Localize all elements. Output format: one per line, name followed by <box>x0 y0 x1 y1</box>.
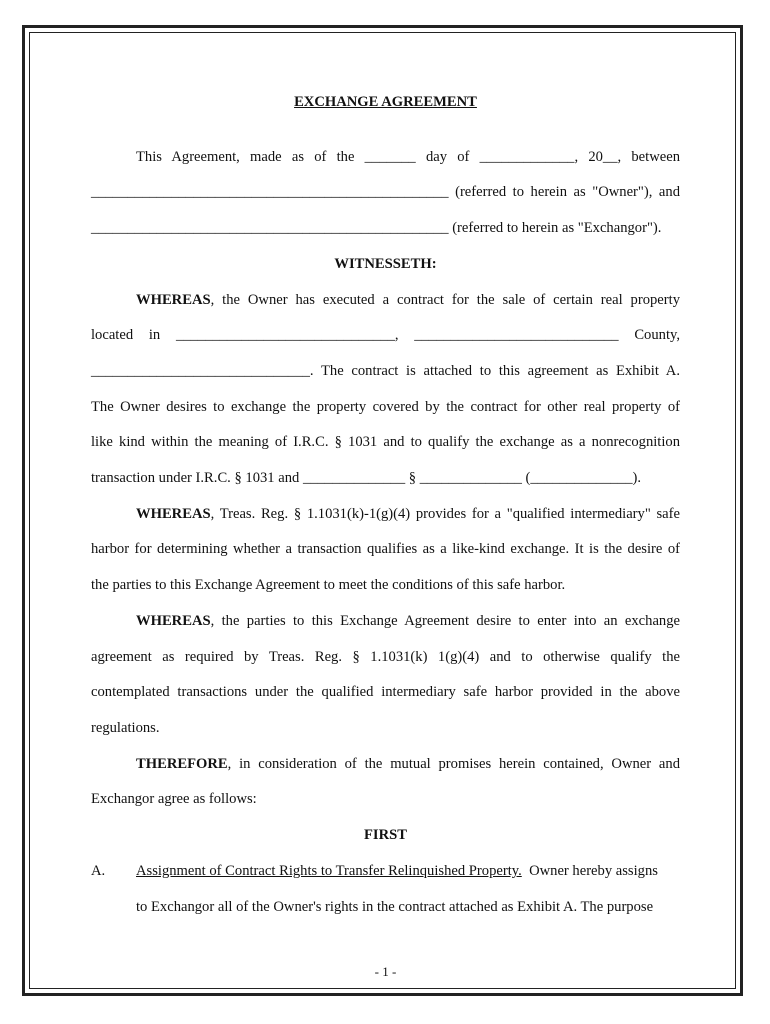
whereas2-line-1-text: , Treas. Reg. § 1.1031(k)-1(g)(4) provides for a "qualified intermediary" safe <box>210 506 680 522</box>
intro-line-3: _________________________________________________ (referred to herein as "Exchangor"). <box>91 220 662 236</box>
therefore-line-2: Exchangor agree as follows: <box>91 791 257 807</box>
whereas3-line-2: agreement as required by Treas. Reg. § 1.1031(k) 1(g)(4) and to otherwise qualify the <box>91 649 680 665</box>
section-first-heading: FIRST <box>364 827 407 843</box>
whereas3-line-3: contemplated transactions under the qualified intermediary safe harbor provided in the above <box>91 684 680 700</box>
whereas1-line-1-text: , the Owner has executed a contract for the sale of certain real property <box>210 292 680 308</box>
whereas2-line-1 <box>91 505 680 523</box>
item-a-line-1 <box>91 862 680 880</box>
document-title: EXCHANGE AGREEMENT <box>294 94 477 110</box>
whereas3-line-4: regulations. <box>91 720 160 736</box>
whereas3-line-1 <box>91 612 680 630</box>
item-a-line-1-text: Owner hereby assigns <box>521 863 658 879</box>
whereas1-line-2: located in ______________________________, ____________________________ County, <box>91 327 680 343</box>
therefore-keyword: THEREFORE <box>136 756 228 772</box>
page-number: - 1 - <box>374 964 397 979</box>
whereas1-line-6: transaction under I.R.C. § 1031 and ______________ § ______________ (______________). <box>91 470 642 486</box>
therefore-line-1-text: , in consideration of the mutual promises herein contained, Owner and <box>227 756 680 772</box>
whereas3-keyword: WHEREAS <box>136 613 211 629</box>
witnesseth-heading: WITNESSETH: <box>334 256 437 272</box>
item-a-heading: Assignment of Contract Rights to Transfer Relinquished Property. <box>136 863 522 879</box>
whereas1-line-5: like kind within the meaning of I.R.C. § 1031 and to qualify the exchange as a nonrecognition <box>91 434 680 450</box>
whereas2-keyword: WHEREAS <box>136 506 211 522</box>
whereas2-line-2: harbor for determining whether a transaction qualifies as a like-kind exchange. It is the desire of <box>91 541 680 557</box>
intro-line-1: This Agreement, made as of the _______ day of _____________, 20__, between <box>136 149 680 165</box>
whereas1-line-3: ______________________________. The contract is attached to this agreement as Exhibit A. <box>91 363 680 379</box>
item-a-label: A. <box>91 863 106 879</box>
intro-line-2: _________________________________________________ (referred to herein as "Owner"), and <box>91 184 680 200</box>
whereas2-line-3: the parties to this Exchange Agreement to meet the conditions of this safe harbor. <box>91 577 566 593</box>
whereas1-keyword: WHEREAS <box>136 292 211 308</box>
whereas1-line-4: The Owner desires to exchange the property covered by the contract for other real property of <box>91 399 680 415</box>
item-a-line-1-body <box>136 862 680 880</box>
whereas1-line-1 <box>91 291 680 309</box>
therefore-line-1 <box>91 755 680 773</box>
item-a-line-2: to Exchangor all of the Owner's rights in the contract attached as Exhibit A. The purpose <box>136 899 654 915</box>
whereas3-line-1-text: , the parties to this Exchange Agreement desire to enter into an exchange <box>210 613 680 629</box>
